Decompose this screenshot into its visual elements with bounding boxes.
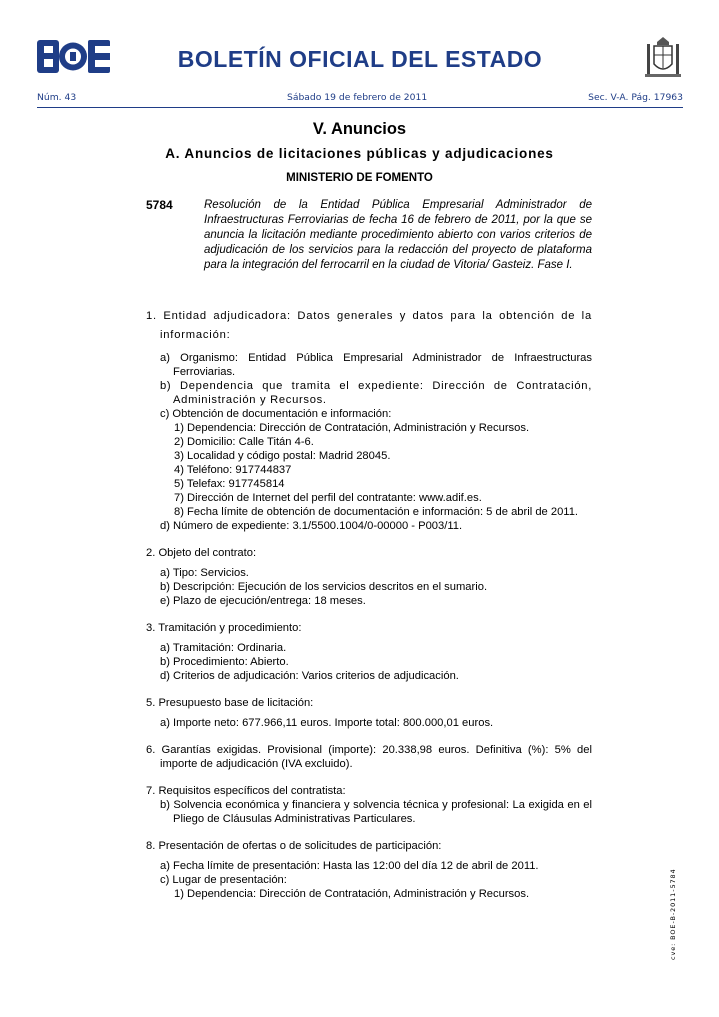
section-title: V. Anuncios (312, 120, 407, 138)
list-subitem: 1) Dependencia: Dirección de Contratación, Administración y Recursos. (174, 422, 530, 434)
header-meta (37, 92, 683, 106)
list-item: b) Descripción: Ejecución de los servicios descritos en el sumario. (160, 581, 488, 593)
subsection-title: A. Anuncios de licitaciones públicas y adjudicaciones (165, 146, 554, 161)
section-2 (146, 546, 592, 608)
list-item: a) Tramitación: Ordinaria. (160, 642, 287, 654)
list-subitem: 1) Dependencia: Dirección de Contratación, Administración y Recursos. (174, 888, 530, 900)
gazette-title: BOLETÍN OFICIAL DEL ESTADO (177, 46, 543, 72)
list-item: a) Organismo: Entidad Pública Empresarial Administrador de Infraestructuras Ferroviarias. (160, 352, 592, 378)
section-8 (146, 839, 592, 901)
list-item: a) Importe neto: 677.966,11 euros. Importe total: 800.000,01 euros. (160, 717, 494, 729)
section-heading: 6. Garantías exigidas. Provisional (importe): 20.338,98 euros. Definitiva (%): 5% del importe de adjudicación (IVA excluido). (146, 744, 592, 770)
announcement-number: 5784 (146, 198, 173, 212)
section-heading: 8. Presentación de ofertas o de solicitudes de participación: (146, 840, 442, 852)
list-item: c) Obtención de documentación e información: (160, 408, 392, 420)
list-item: a) Fecha límite de presentación: Hasta las 12:00 del día 12 de abril de 2011. (160, 860, 539, 872)
section-6 (146, 743, 592, 771)
announcement-summary: Resolución de la Entidad Pública Empresarial Administrador de Infraestructuras Ferroviarias de fecha 16 de febrero de 2011, por la que se anuncia la licitación mediante procedimiento abierto con varios criterios de adjudicación de los servicios para la redacción del proyecto de plataforma para la integración del ferrocarril en la ciudad de Vitoria/ Gasteiz. Fase I. (204, 199, 592, 271)
section-7 (146, 784, 592, 826)
list-subitem: 7) Dirección de Internet del perfil del contratante: www.adif.es. (174, 492, 482, 504)
list-item: e) Plazo de ejecución/entrega: 18 meses. (160, 595, 366, 607)
list-subitem: 5) Telefax: 917745814 (174, 478, 285, 490)
ministry-heading: MINISTERIO DE FOMENTO (286, 172, 433, 184)
page-header (37, 36, 683, 80)
list-item: c) Lugar de presentación: (160, 874, 287, 886)
list-item: a) Tipo: Servicios. (160, 567, 249, 579)
spain-coat-of-arms-icon (643, 36, 683, 80)
list-subitem: 8) Fecha límite de obtención de documentación e información: 5 de abril de 2011. (174, 506, 579, 518)
section-heading: 3. Tramitación y procedimiento: (146, 622, 302, 634)
section-heading: 7. Requisitos específicos del contratista: (146, 785, 346, 797)
section-3 (146, 621, 592, 683)
list-subitem: 3) Localidad y código postal: Madrid 28045. (174, 450, 391, 462)
section-5 (146, 696, 592, 730)
section-heading: 5. Presupuesto base de licitación: (146, 697, 314, 709)
cve-code: cve: BOE-B-2011-5784 (669, 868, 677, 960)
section-1 (146, 307, 592, 533)
issue-number: Núm. 43 (37, 92, 77, 103)
list-item: d) Criterios de adjudicación: Varios criterios de adjudicación. (160, 670, 459, 682)
header-divider (37, 107, 683, 108)
section-page: Sec. V-A. Pág. 17963 (588, 92, 683, 103)
list-subitem: 2) Domicilio: Calle Titán 4-6. (174, 436, 314, 448)
section-heading: 1. Entidad adjudicadora: Datos generales y datos para la obtención de la información: (146, 310, 592, 341)
list-item: b) Procedimiento: Abierto. (160, 656, 289, 668)
announcement-body (146, 307, 592, 914)
list-item: d) Número de expediente: 3.1/5500.1004/0-00000 - P003/11. (160, 520, 463, 532)
list-item: b) Dependencia que tramita el expediente: Dirección de Contratación, Administración y Recursos. (160, 380, 592, 406)
list-item: b) Solvencia económica y financiera y solvencia técnica y profesional: La exigida en el Pliego de Cláusulas Administrativas Particulares. (160, 799, 592, 825)
list-subitem: 4) Teléfono: 917744837 (174, 464, 292, 476)
section-heading: 2. Objeto del contrato: (146, 547, 257, 559)
issue-date: Sábado 19 de febrero de 2011 (287, 92, 428, 103)
